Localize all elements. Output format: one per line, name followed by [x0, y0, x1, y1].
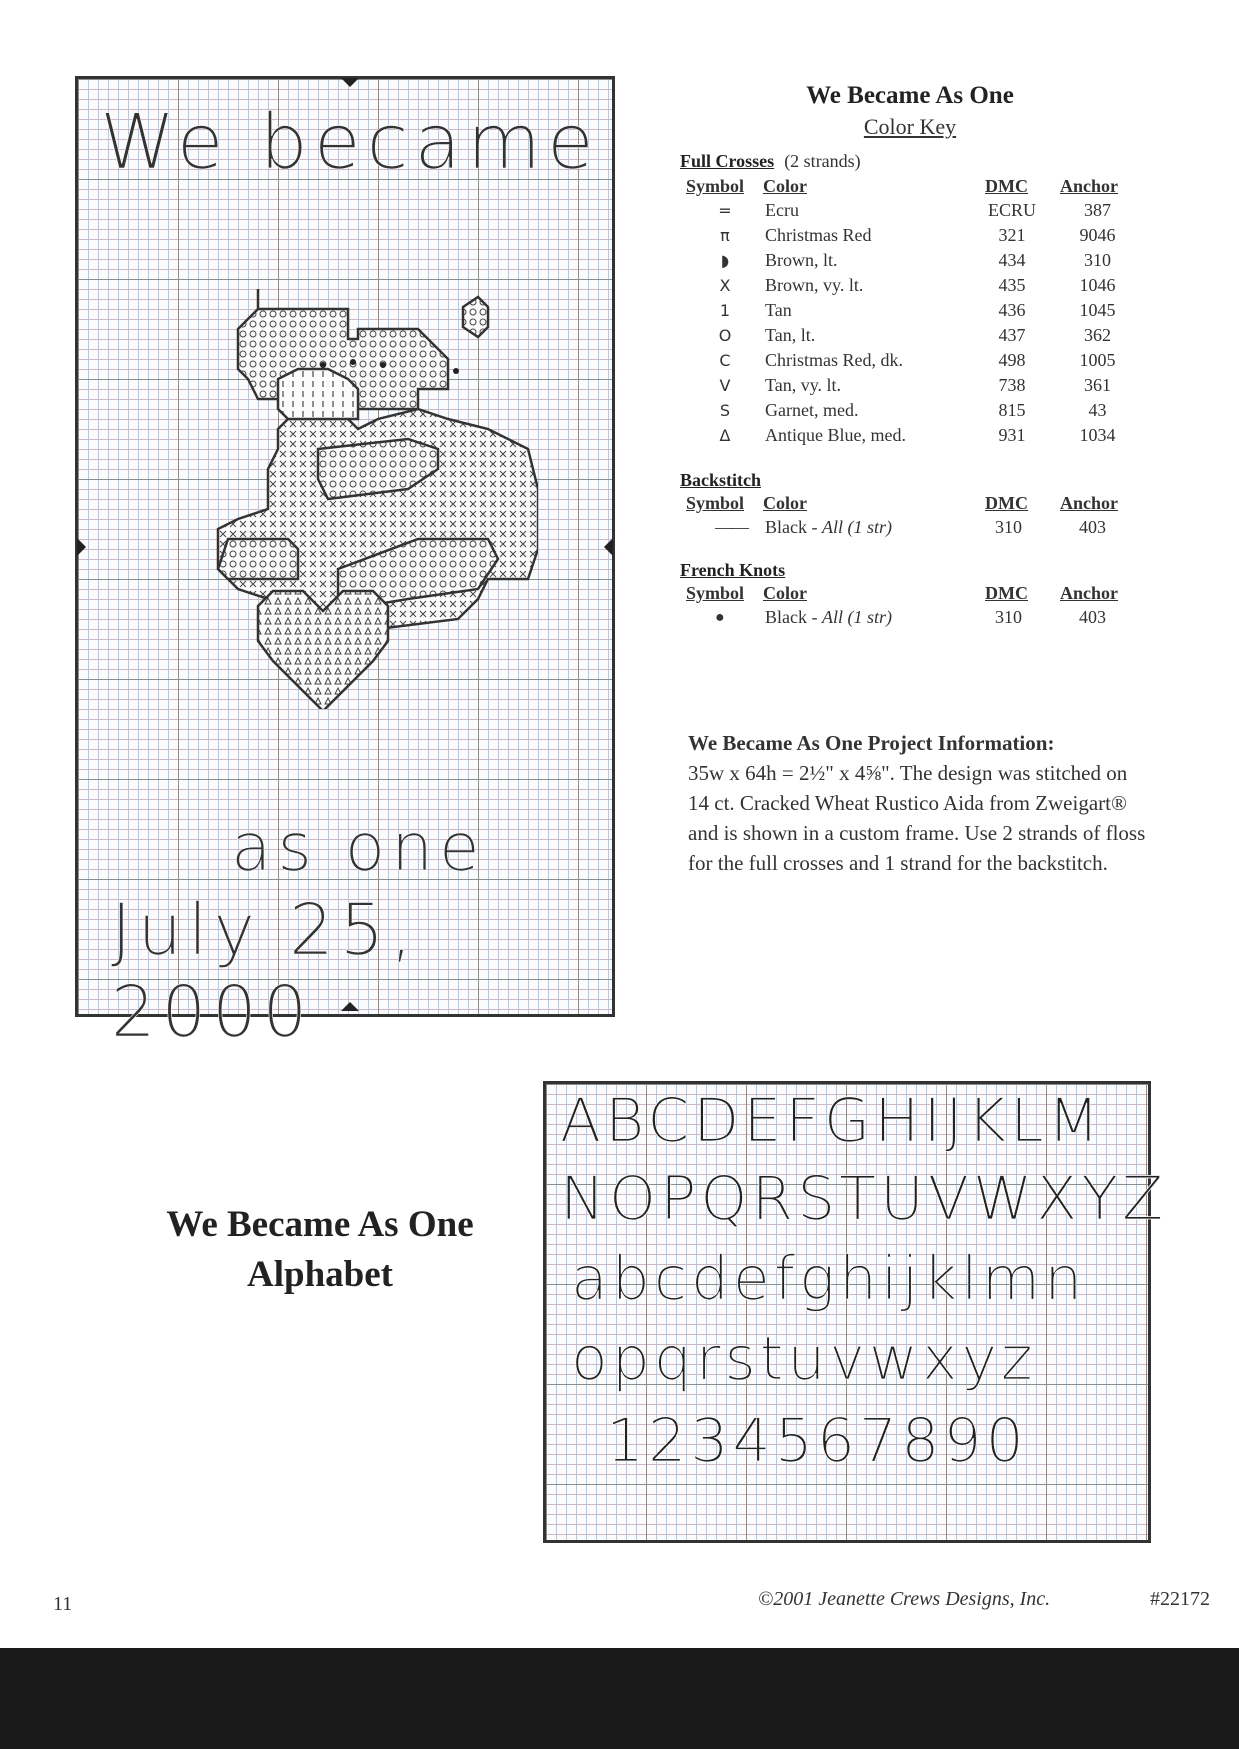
anchor-number: 1045 [1079, 300, 1116, 320]
color-key-row [680, 423, 1140, 448]
col-anchor: Anchor [1060, 583, 1118, 603]
dmc-number: ECRU [987, 200, 1036, 220]
full-crosses-heading: Full Crosses [680, 151, 775, 171]
alphabet-row: abcdefghijklmn [571, 1244, 1087, 1314]
anchor-number: 310 [1084, 250, 1111, 270]
anchor-number: 361 [1084, 375, 1111, 395]
color-key-title: We Became As One [806, 82, 1014, 109]
center-marker-left [77, 538, 86, 556]
col-color: Color [763, 176, 807, 196]
col-anchor: Anchor [1060, 176, 1118, 196]
col-anchor: Anchor [1060, 493, 1118, 513]
stitch-symbol-icon: S [719, 401, 731, 420]
stitch-symbol-icon: C [719, 351, 731, 370]
color-name: Tan [765, 300, 792, 320]
backstitch-dmc: 310 [995, 517, 1022, 537]
dmc-number: 437 [998, 325, 1026, 345]
project-info [688, 728, 1153, 878]
alphabet-title-line1: We Became As One [166, 1204, 474, 1245]
color-key [680, 82, 1140, 630]
color-name: Garnet, med. [765, 400, 859, 420]
col-symbol: Symbol [686, 493, 745, 513]
color-key-row [680, 273, 1140, 298]
center-marker-top [341, 78, 359, 87]
dmc-number: 321 [998, 225, 1026, 245]
french-knots-color: Black - [765, 607, 822, 627]
color-key-row [680, 373, 1140, 398]
color-key-row [680, 323, 1140, 348]
dmc-number: 931 [998, 425, 1026, 445]
bear-motif [158, 209, 538, 709]
french-knot-dot-icon: ● [715, 609, 725, 626]
backstitch-heading: Backstitch [680, 470, 761, 490]
french-knots-anchor: 403 [1079, 607, 1106, 627]
dmc-number: 815 [998, 400, 1026, 420]
french-knots-dmc: 310 [995, 607, 1022, 627]
alphabet-chart [543, 1081, 1168, 1543]
color-key-row [680, 398, 1140, 423]
backstitch-row [680, 515, 1140, 540]
alphabet-title [130, 1200, 510, 1300]
pattern-text-as-one: as one [231, 809, 486, 886]
color-name: Brown, lt. [765, 250, 838, 270]
col-symbol: Symbol [686, 583, 745, 603]
dmc-number: 434 [998, 250, 1026, 270]
color-key-row [680, 298, 1140, 323]
stitch-symbol-icon: π [720, 226, 730, 245]
project-info-body: 35w x 64h = 2½" x 4⅝". The design was stitched on 14 ct. Cracked Wheat Rustico Aida from Zweigart® and is shown in a custom frame. Use 2 strands of floss for the full crosses and 1 strand for the backstitch. [688, 761, 1146, 875]
stitch-symbol-icon: V [719, 376, 731, 395]
french-knots-color-note: All (1 str) [821, 607, 892, 627]
col-color: Color [763, 583, 807, 603]
backstitch-color-note: All (1 str) [821, 517, 892, 537]
copyright: ©2001 Jeanette Crews Designs, Inc. [758, 1588, 1051, 1610]
alphabet-row: ABCDEFGHIJKLM [560, 1086, 1104, 1156]
col-symbol: Symbol [686, 176, 745, 196]
dmc-number: 498 [998, 350, 1026, 370]
anchor-number: 387 [1084, 200, 1111, 220]
stitch-symbol-icon: ◗ [720, 251, 730, 270]
anchor-number: 43 [1088, 400, 1107, 420]
catalog-number: #22172 [1150, 1588, 1210, 1610]
stitch-symbol-icon: Δ [719, 426, 731, 445]
color-key-row [680, 248, 1140, 273]
center-marker-right [604, 538, 613, 556]
scanner-edge-bar [0, 1648, 1239, 1749]
anchor-number: 1034 [1079, 425, 1116, 445]
col-dmc: DMC [985, 583, 1028, 603]
stitch-symbol-icon: O [718, 326, 732, 345]
alphabet-title-line2: Alphabet [247, 1254, 393, 1295]
dmc-number: 435 [998, 275, 1026, 295]
color-name: Christmas Red [765, 225, 872, 245]
full-crosses-note: (2 strands) [784, 151, 861, 171]
stitch-symbol-icon: 1 [719, 301, 731, 320]
alphabet-row: opqrstuvwxyz [571, 1324, 1037, 1394]
stitch-symbol-icon: X [719, 276, 731, 295]
pattern-text-date: July 25, 2000 [111, 889, 419, 1053]
project-info-heading: We Became As One Project Information: [688, 731, 1055, 755]
color-key-row [680, 348, 1140, 373]
color-name: Ecru [765, 200, 799, 220]
alphabet-row: NOPQRSTUVWXYZ [560, 1164, 1168, 1234]
backstitch-line-icon: —— [715, 517, 747, 537]
color-name: Antique Blue, med. [765, 425, 906, 445]
col-color: Color [763, 493, 807, 513]
anchor-number: 1046 [1079, 275, 1116, 295]
anchor-number: 1005 [1079, 350, 1116, 370]
pattern-text-we-became: We became [100, 97, 600, 186]
french-knots-row [680, 605, 1140, 630]
col-dmc: DMC [985, 176, 1028, 196]
color-name: Christmas Red, dk. [765, 350, 903, 370]
color-name: Tan, vy. lt. [765, 375, 842, 395]
stitch-symbol-icon: = [718, 201, 732, 220]
french-knots-heading: French Knots [680, 560, 786, 580]
full-crosses-table [680, 198, 1140, 448]
dmc-number: 436 [998, 300, 1026, 320]
dmc-number: 738 [998, 375, 1026, 395]
color-name: Tan, lt. [765, 325, 816, 345]
page-number: 11 [53, 1593, 73, 1615]
anchor-number: 362 [1084, 325, 1111, 345]
alphabet-row: 1234567890 [606, 1406, 1028, 1476]
anchor-number: 9046 [1079, 225, 1116, 245]
color-key-row [680, 198, 1140, 223]
backstitch-color: Black - [765, 517, 822, 537]
center-marker-bottom [341, 1002, 359, 1011]
pattern-chart [75, 76, 615, 1053]
color-key-row [680, 223, 1140, 248]
col-dmc: DMC [985, 493, 1028, 513]
color-key-subtitle: Color Key [863, 114, 957, 139]
color-name: Brown, vy. lt. [765, 275, 864, 295]
backstitch-anchor: 403 [1079, 517, 1106, 537]
